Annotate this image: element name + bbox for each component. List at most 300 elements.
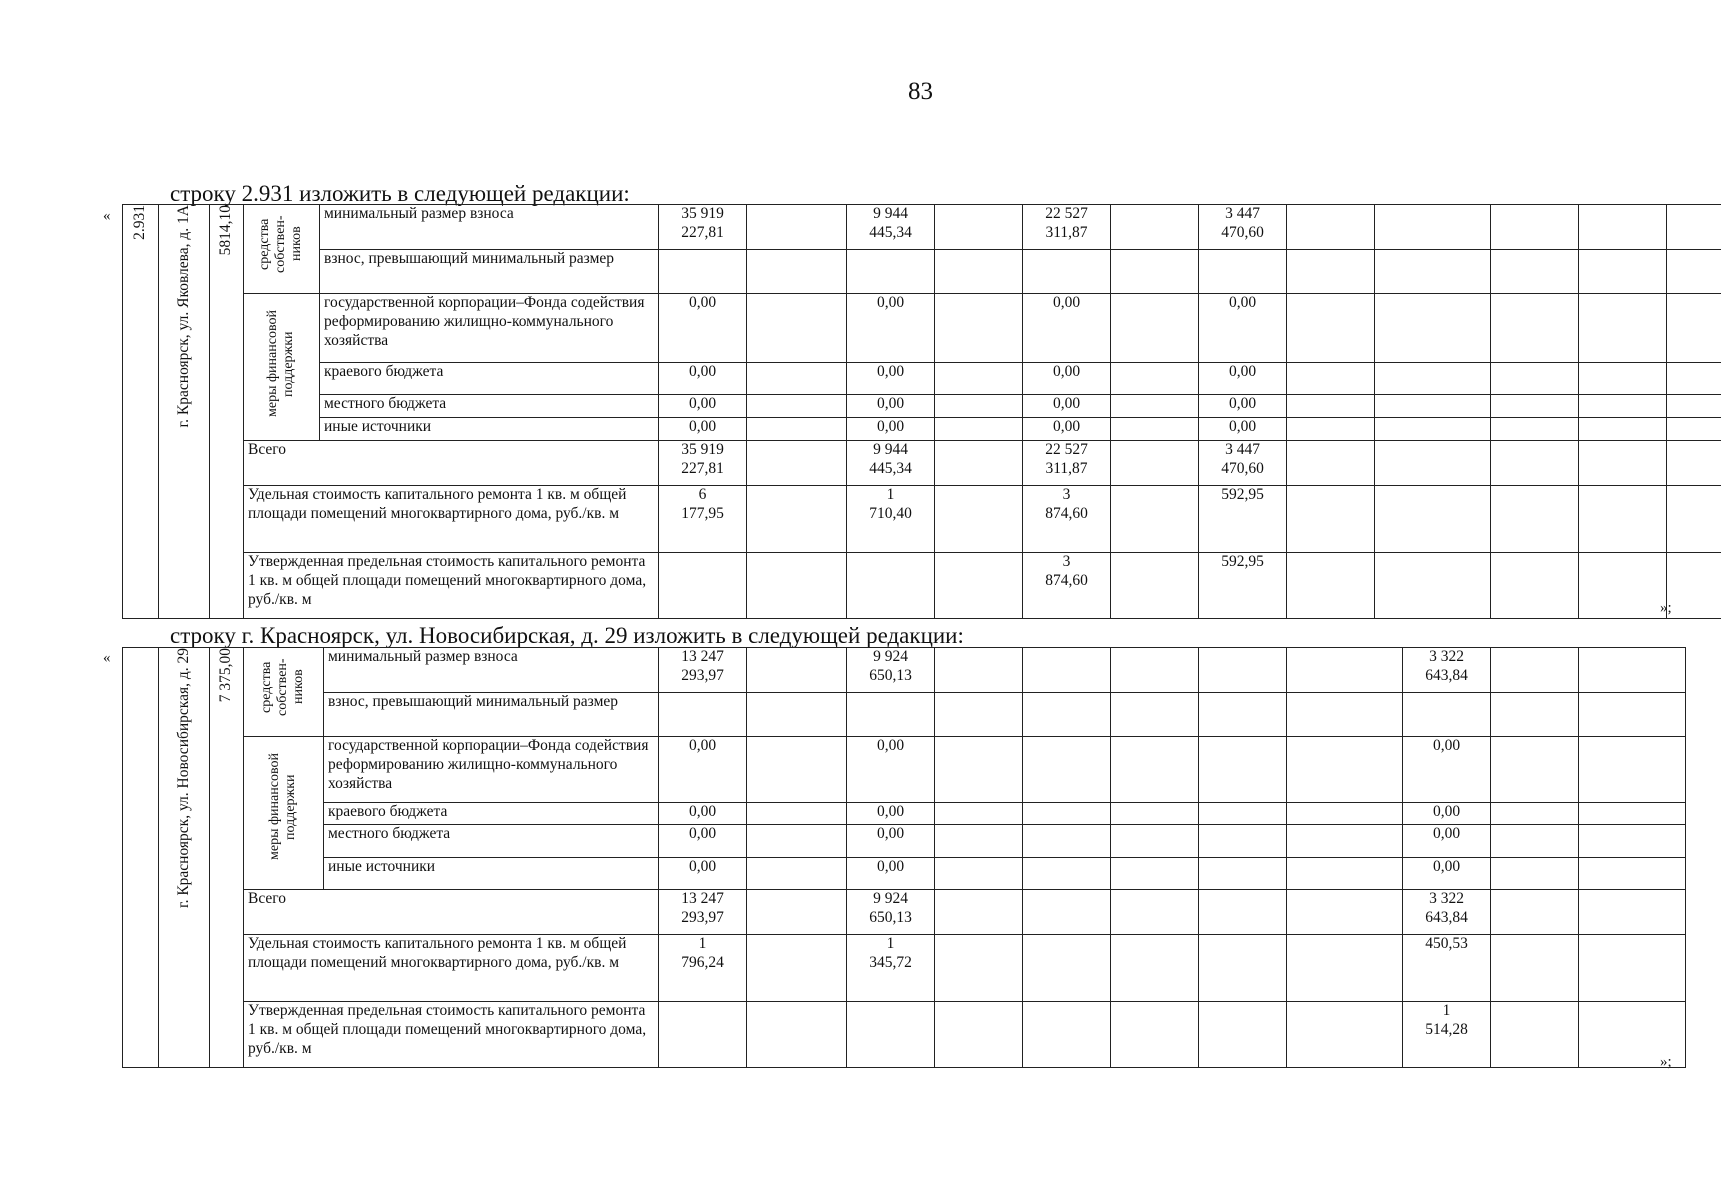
cell-value: 0,00 <box>876 417 905 435</box>
value-cell <box>1491 890 1579 935</box>
cell-value: 0,00 <box>876 825 905 842</box>
value-cell <box>1667 552 1721 618</box>
group-support-cell <box>244 737 324 890</box>
value-cell <box>1403 858 1491 890</box>
cell-value: 9 944 445,34 <box>869 440 912 477</box>
cell-value: 35 919 227,81 <box>681 205 724 241</box>
value-cell <box>659 737 747 803</box>
value-cell <box>747 440 847 485</box>
cell-value: 592,95 <box>1221 485 1264 503</box>
value-cell <box>1403 1002 1491 1068</box>
value-cell <box>1579 803 1686 825</box>
value-cell <box>1375 440 1491 485</box>
value-cell <box>935 552 1023 618</box>
value-cell <box>1491 417 1579 440</box>
value-cell <box>847 395 935 418</box>
section2-heading: строку г. Красноярск, ул. Новосибирская, д. 29 изложить в следующей редакции: <box>170 623 964 648</box>
cell-value: 0,00 <box>1228 417 1257 435</box>
value-cell <box>1287 552 1375 618</box>
cell-value: 0,00 <box>876 395 905 413</box>
row-label: государственной корпорации–Фонда содействия реформированию жилищно-коммунального хозяйства <box>324 737 659 803</box>
value-cell <box>1199 737 1287 803</box>
table-row <box>123 737 1686 803</box>
value-cell <box>1023 935 1111 1002</box>
value-cell <box>1579 648 1686 693</box>
value-cell <box>659 825 747 858</box>
value-cell <box>1199 858 1287 890</box>
cell-value: 1 710,40 <box>869 485 912 522</box>
value-cell <box>747 890 847 935</box>
row-id: 2.931 <box>131 205 149 240</box>
value-cell <box>1111 737 1199 803</box>
value-cell <box>1111 1002 1199 1068</box>
value-cell <box>1491 737 1579 803</box>
value-cell <box>1375 552 1491 618</box>
value-cell <box>847 693 935 737</box>
table-row <box>123 552 1721 618</box>
cell-value: 0,00 <box>1432 803 1461 820</box>
value-cell <box>847 1002 935 1068</box>
value-cell <box>1579 417 1667 440</box>
group-owner-funds-cell <box>244 205 320 294</box>
value-cell <box>1111 825 1199 858</box>
cell-value: 9 924 650,13 <box>869 890 912 926</box>
value-cell <box>1667 205 1721 250</box>
group-owner-funds: средства собствен-ников <box>257 215 305 273</box>
section2-close-quote: »; <box>1660 1054 1672 1070</box>
value-cell <box>659 890 747 935</box>
value-cell <box>1111 648 1199 693</box>
value-cell <box>747 693 847 737</box>
value-cell <box>747 395 847 418</box>
value-cell <box>747 858 847 890</box>
cell-value: 0,00 <box>688 294 717 311</box>
value-cell <box>1287 935 1403 1002</box>
value-cell <box>1403 935 1491 1002</box>
table-row <box>123 440 1721 485</box>
value-cell <box>1667 362 1721 394</box>
value-cell <box>1287 737 1403 803</box>
row-id-cell <box>123 205 159 619</box>
value-cell <box>659 440 747 485</box>
value-cell <box>847 250 935 294</box>
cell-value: 0,00 <box>876 294 905 311</box>
value-cell <box>1199 294 1287 363</box>
value-cell <box>747 417 847 440</box>
table-row <box>123 250 1721 294</box>
section1-close-quote: »; <box>1660 600 1672 616</box>
value-cell <box>659 395 747 418</box>
cell-value: 1 796,24 <box>681 935 724 971</box>
value-cell <box>747 825 847 858</box>
value-cell <box>1111 803 1199 825</box>
value-cell <box>1199 362 1287 394</box>
value-cell <box>1199 890 1287 935</box>
value-cell <box>847 737 935 803</box>
address-cell <box>159 205 210 619</box>
row-id-cell <box>123 648 159 1068</box>
cell-value: 0,00 <box>688 417 717 435</box>
cell-value: 0,00 <box>688 737 717 754</box>
value-cell <box>747 935 847 1002</box>
table-row <box>123 648 1686 693</box>
row-label: краевого бюджета <box>320 362 659 394</box>
value-cell <box>935 485 1023 552</box>
value-cell <box>935 440 1023 485</box>
value-cell <box>1023 737 1111 803</box>
value-cell <box>1579 737 1686 803</box>
value-cell <box>847 362 935 394</box>
value-cell <box>847 825 935 858</box>
value-cell <box>847 890 935 935</box>
value-cell <box>659 648 747 693</box>
value-cell <box>847 294 935 363</box>
group-owner-funds-cell <box>244 648 324 737</box>
table-row <box>123 294 1721 363</box>
value-cell <box>935 1002 1023 1068</box>
value-cell <box>1491 693 1579 737</box>
value-cell <box>1111 693 1199 737</box>
value-cell <box>1579 294 1667 363</box>
value-cell <box>1491 395 1579 418</box>
value-cell <box>1375 362 1491 394</box>
area: 5814,10 <box>217 205 235 256</box>
value-cell <box>1199 205 1287 250</box>
row-label-total: Всего <box>244 440 659 485</box>
cell-value: 0,00 <box>688 858 717 875</box>
value-cell <box>1023 485 1111 552</box>
cell-value: 3 322 643,84 <box>1425 890 1468 926</box>
row-label: взнос, превышающий минимальный размер <box>320 250 659 294</box>
value-cell <box>1579 552 1667 618</box>
value-cell <box>1579 935 1686 1002</box>
value-cell <box>1023 1002 1111 1068</box>
value-cell <box>1579 485 1667 552</box>
value-cell <box>847 205 935 250</box>
table-row <box>123 693 1686 737</box>
value-cell <box>847 485 935 552</box>
value-cell <box>1579 825 1686 858</box>
cell-value: 0,00 <box>1432 737 1461 754</box>
value-cell <box>659 858 747 890</box>
section1-table <box>122 204 1721 619</box>
value-cell <box>847 803 935 825</box>
value-cell <box>1199 552 1287 618</box>
area-cell <box>210 648 244 1068</box>
area: 7 375,00 <box>217 648 235 703</box>
value-cell <box>1111 858 1199 890</box>
value-cell <box>747 205 847 250</box>
value-cell <box>747 362 847 394</box>
value-cell <box>1199 648 1287 693</box>
section2-open-quote: « <box>103 650 111 666</box>
value-cell <box>1111 294 1199 363</box>
value-cell <box>1023 250 1111 294</box>
value-cell <box>1667 440 1721 485</box>
value-cell <box>659 417 747 440</box>
value-cell <box>1023 803 1111 825</box>
value-cell <box>935 205 1023 250</box>
table-row <box>123 1002 1686 1068</box>
cell-value: 13 247 293,97 <box>681 648 724 684</box>
value-cell <box>747 485 847 552</box>
value-cell <box>1491 648 1579 693</box>
value-cell <box>1667 417 1721 440</box>
table-row <box>123 890 1686 935</box>
row-label: минимальный размер взноса <box>320 205 659 250</box>
address-cell <box>159 648 210 1068</box>
row-label: местного бюджета <box>320 395 659 418</box>
value-cell <box>1287 485 1375 552</box>
cell-value: 1 345,72 <box>869 935 912 971</box>
value-cell <box>1111 395 1199 418</box>
value-cell <box>1287 440 1375 485</box>
value-cell <box>1199 417 1287 440</box>
cell-value: 0,00 <box>688 362 717 380</box>
value-cell <box>1375 294 1491 363</box>
value-cell <box>1667 395 1721 418</box>
value-cell <box>1199 440 1287 485</box>
value-cell <box>747 294 847 363</box>
value-cell <box>847 417 935 440</box>
row-label: Удельная стоимость капитального ремонта 1 кв. м общей площади помещений многоквартирного дома, руб./кв. м <box>244 485 659 552</box>
value-cell <box>1491 858 1579 890</box>
value-cell <box>659 250 747 294</box>
table-row <box>123 858 1686 890</box>
value-cell <box>1287 205 1375 250</box>
table-row <box>123 803 1686 825</box>
value-cell <box>1375 485 1491 552</box>
value-cell <box>935 693 1023 737</box>
value-cell <box>1579 693 1686 737</box>
value-cell <box>659 803 747 825</box>
row-label: местного бюджета <box>324 825 659 858</box>
row-label: Удельная стоимость капитального ремонта 1 кв. м общей площади помещений многоквартирного дома, руб./кв. м <box>244 935 659 1002</box>
value-cell <box>1579 250 1667 294</box>
value-cell <box>1491 440 1579 485</box>
cell-value: 3 447 470,60 <box>1221 205 1264 241</box>
value-cell <box>1579 205 1667 250</box>
cell-value: 0,00 <box>1052 362 1081 380</box>
value-cell <box>935 858 1023 890</box>
value-cell <box>935 825 1023 858</box>
value-cell <box>1375 395 1491 418</box>
value-cell <box>847 440 935 485</box>
value-cell <box>1111 417 1199 440</box>
value-cell <box>1023 858 1111 890</box>
cell-value: 0,00 <box>1052 294 1081 311</box>
value-cell <box>1667 294 1721 363</box>
value-cell <box>659 552 747 618</box>
cell-value: 0,00 <box>876 737 905 754</box>
section1-table-body <box>123 205 1721 619</box>
value-cell <box>659 1002 747 1068</box>
value-cell <box>1287 417 1375 440</box>
value-cell <box>1199 1002 1287 1068</box>
value-cell <box>1579 890 1686 935</box>
value-cell <box>1111 485 1199 552</box>
value-cell <box>1023 693 1111 737</box>
value-cell <box>1579 440 1667 485</box>
group-support: меры финансовой поддержки <box>267 753 299 861</box>
table-row <box>123 205 1721 250</box>
value-cell <box>1023 552 1111 618</box>
row-label-total: Всего <box>244 890 659 935</box>
cell-value: 0,00 <box>1432 858 1461 875</box>
cell-value: 0,00 <box>688 803 717 820</box>
cell-value: 0,00 <box>688 825 717 842</box>
value-cell <box>1287 648 1403 693</box>
value-cell <box>659 294 747 363</box>
cell-value: 0,00 <box>876 803 905 820</box>
value-cell <box>935 935 1023 1002</box>
table-row <box>123 825 1686 858</box>
value-cell <box>1579 1002 1686 1068</box>
value-cell <box>1491 362 1579 394</box>
value-cell <box>935 417 1023 440</box>
value-cell <box>847 935 935 1002</box>
value-cell <box>1287 825 1403 858</box>
value-cell <box>1403 737 1491 803</box>
cell-value: 450,53 <box>1425 935 1468 952</box>
value-cell <box>935 648 1023 693</box>
group-owner-funds: средства собствен-ников <box>259 658 307 716</box>
value-cell <box>847 552 935 618</box>
value-cell <box>1491 803 1579 825</box>
cell-value: 3 874,60 <box>1045 485 1088 522</box>
value-cell <box>1491 825 1579 858</box>
group-support-cell <box>244 294 320 441</box>
cell-value: 0,00 <box>1228 362 1257 380</box>
address: г. Красноярск, ул. Яковлева, д. 1А <box>174 205 192 428</box>
area-cell <box>210 205 244 619</box>
value-cell <box>659 485 747 552</box>
value-cell <box>1403 803 1491 825</box>
value-cell <box>1287 858 1403 890</box>
value-cell <box>1667 250 1721 294</box>
cell-value: 592,95 <box>1221 552 1264 570</box>
cell-value: 0,00 <box>688 395 717 413</box>
table-row <box>123 935 1686 1002</box>
value-cell <box>1287 890 1403 935</box>
row-label: Утвержденная предельная стоимость капитального ремонта 1 кв. м общей площади помещений многоквартирного дома, руб./кв. м <box>244 552 659 618</box>
value-cell <box>659 362 747 394</box>
cell-value: 0,00 <box>1228 294 1257 311</box>
row-label: минимальный размер взноса <box>324 648 659 693</box>
cell-value: 0,00 <box>876 362 905 380</box>
cell-value: 3 322 643,84 <box>1425 648 1468 684</box>
row-label: государственной корпорации–Фонда содействия реформированию жилищно-коммунального хозяйства <box>320 294 659 363</box>
value-cell <box>659 935 747 1002</box>
value-cell <box>1491 250 1579 294</box>
value-cell <box>1023 205 1111 250</box>
value-cell <box>1375 250 1491 294</box>
value-cell <box>1403 648 1491 693</box>
cell-value: 6 177,95 <box>681 485 724 522</box>
value-cell <box>747 737 847 803</box>
cell-value: 0,00 <box>1228 395 1257 413</box>
value-cell <box>1491 205 1579 250</box>
value-cell <box>1023 362 1111 394</box>
table-row <box>123 395 1721 418</box>
cell-value: 22 527 311,87 <box>1045 205 1088 241</box>
page-number: 83 <box>908 78 933 105</box>
value-cell <box>747 250 847 294</box>
value-cell <box>747 552 847 618</box>
value-cell <box>747 1002 847 1068</box>
value-cell <box>1491 552 1579 618</box>
value-cell <box>1023 440 1111 485</box>
cell-value: 3 447 470,60 <box>1221 440 1264 477</box>
value-cell <box>1491 1002 1579 1068</box>
row-label: взнос, превышающий минимальный размер <box>324 693 659 737</box>
table-row <box>123 417 1721 440</box>
cell-value: 0,00 <box>1052 395 1081 413</box>
value-cell <box>659 205 747 250</box>
value-cell <box>1287 1002 1403 1068</box>
value-cell <box>847 648 935 693</box>
cell-value: 22 527 311,87 <box>1045 440 1088 477</box>
value-cell <box>935 395 1023 418</box>
value-cell <box>935 803 1023 825</box>
value-cell <box>1375 205 1491 250</box>
value-cell <box>1023 890 1111 935</box>
cell-value: 13 247 293,97 <box>681 890 724 926</box>
value-cell <box>935 294 1023 363</box>
cell-value: 9 944 445,34 <box>869 205 912 241</box>
value-cell <box>1199 693 1287 737</box>
value-cell <box>1023 825 1111 858</box>
value-cell <box>935 890 1023 935</box>
value-cell <box>1287 803 1403 825</box>
value-cell <box>847 858 935 890</box>
cell-value: 1 514,28 <box>1425 1002 1468 1038</box>
cell-value: 35 919 227,81 <box>681 440 724 477</box>
row-label: иные источники <box>320 417 659 440</box>
value-cell <box>1199 935 1287 1002</box>
value-cell <box>1491 294 1579 363</box>
cell-value: 3 874,60 <box>1045 552 1088 589</box>
address: г. Красноярск, ул. Новосибирская, д. 29 <box>174 648 192 909</box>
value-cell <box>747 803 847 825</box>
cell-value: 0,00 <box>1052 417 1081 435</box>
value-cell <box>1111 440 1199 485</box>
value-cell <box>1667 485 1721 552</box>
value-cell <box>1199 803 1287 825</box>
value-cell <box>1579 858 1686 890</box>
value-cell <box>1199 250 1287 294</box>
value-cell <box>935 250 1023 294</box>
row-label: Утвержденная предельная стоимость капитального ремонта 1 кв. м общей площади помещений многоквартирного дома, руб./кв. м <box>244 1002 659 1068</box>
value-cell <box>1111 935 1199 1002</box>
table-row <box>123 485 1721 552</box>
value-cell <box>1287 294 1375 363</box>
value-cell <box>1403 890 1491 935</box>
value-cell <box>1023 648 1111 693</box>
value-cell <box>935 362 1023 394</box>
section2-table-body <box>123 648 1686 1068</box>
value-cell <box>1111 205 1199 250</box>
value-cell <box>1491 935 1579 1002</box>
value-cell <box>1199 485 1287 552</box>
value-cell <box>1403 825 1491 858</box>
table-row <box>123 362 1721 394</box>
value-cell <box>1023 294 1111 363</box>
section1-open-quote: « <box>103 208 111 224</box>
value-cell <box>1579 395 1667 418</box>
value-cell <box>747 648 847 693</box>
value-cell <box>1111 552 1199 618</box>
